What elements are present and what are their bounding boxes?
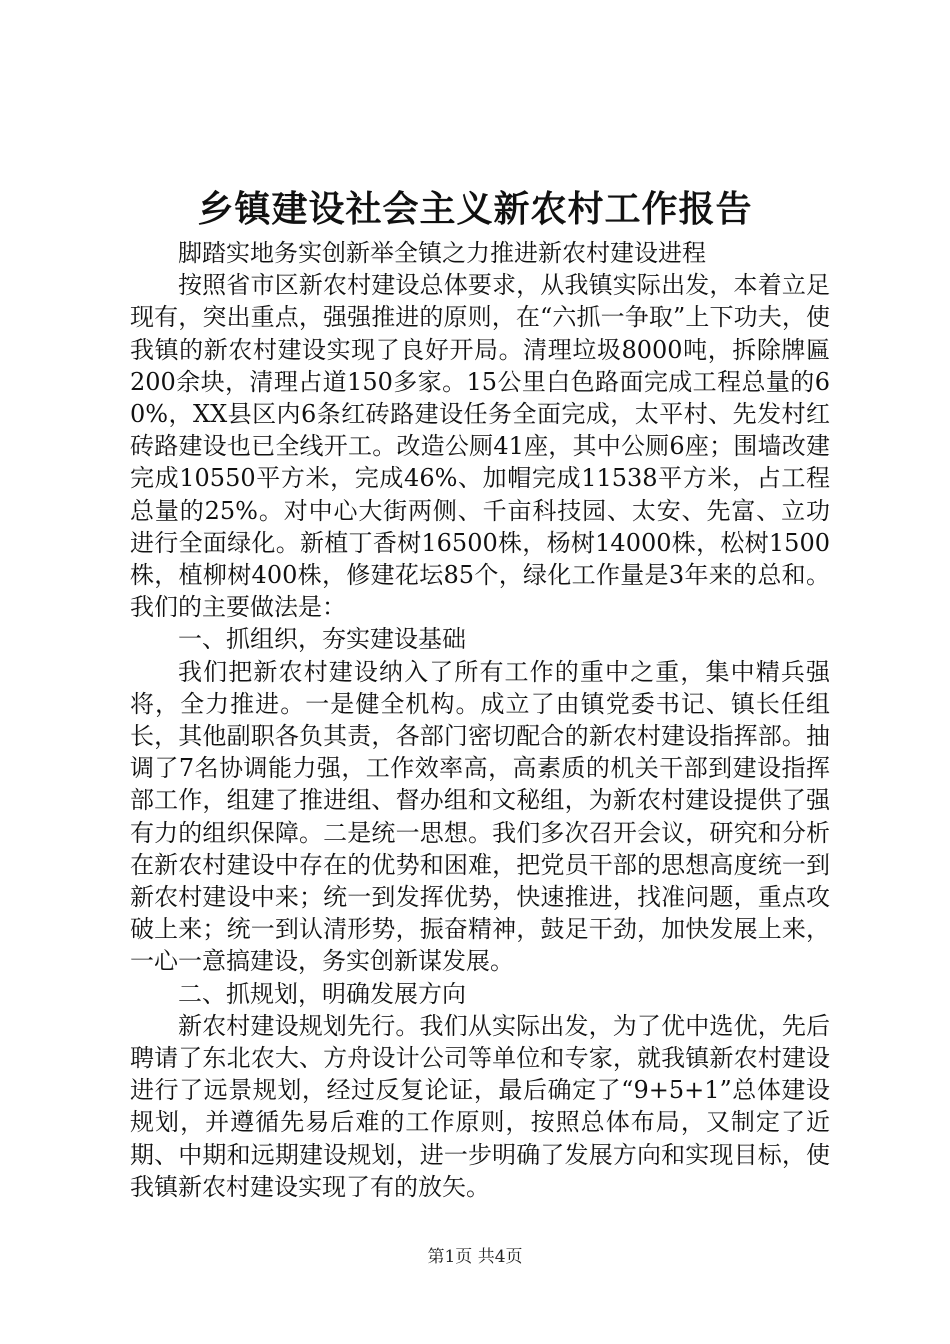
section-heading-planning: 二、抓规划，明确发展方向 — [178, 979, 466, 1008]
paragraph-planning: 新农村建设规划先行。我们从实际出发，为了优中选优，先后聘请了东北农大、方舟设计公司等单位和专家，就我镇新农村建设进行了远景规划，经过反复论证，最后确定了“9+5+1”总体建设规划，并遵循先易后难的工作原则，按照总体布局，又制定了近期、中期和远期建设规划，进一步明确了发展方向和实现目标，使我镇新农村建设实现了有的放矢。 — [130, 1011, 830, 1201]
document-body — [130, 237, 830, 1203]
document-subtitle: 脚踏实地务实创新举全镇之力推进新农村建设进程 — [178, 239, 706, 267]
document-title: 乡镇建设社会主义新农村工作报告 — [197, 188, 753, 230]
section-heading-organization: 一、抓组织，夯实建设基础 — [178, 625, 466, 654]
page-footer: 第1页 共4页 — [427, 1247, 523, 1267]
paragraph-organization: 我们把新农村建设纳入了所有工作的重中之重，集中精兵强将，全力推进。一是健全机构。成立了由镇党委书记、镇长任组长，其他副职各负其责，各部门密切配合的新农村建设指挥部。抽调了7名协调能力强，工作效率高，高素质的机关干部到建设指挥部工作，组建了推进组、督办组和文秘组，为新农村建设提供了强有力的组织保障。二是统一思想。我们多次召开会议，研究和分析在新农村建设中存在的优势和困难，把党员干部的思想高度统一到新农村建设中来；统一到发挥优势，快速推进，找准问题，重点攻破上来；统一到认清形势，振奋精神，鼓足干劲，加快发展上来，一心一意搞建设，务实创新谋发展。 — [130, 657, 830, 976]
paragraph-intro: 按照省市区新农村建设总体要求，从我镇实际出发，本着立足现有，突出重点，强强推进的原则，在“六抓一争取”上下功夫，使我镇的新农村建设实现了良好开局。清理垃圾8000吨，拆除牌匾200余块，清理占道150多家。15公里白色路面完成工程总量的60%，XX县区内6条红砖路建设任务全面完成，太平村、先发村红砖路建设也已全线开工。改造公厕41座，其中公厕6座；围墙改建完成10550平方米，完成46%、加帽完成11538平方米，占工程总量的25%。对中心大街两侧、千亩科技园、太安、先富、立功进行全面绿化。新植丁香树16500株，杨树14000株，松树1500株，植柳树400株，修建花坛85个，绿化工作量是3年来的总和。我们的主要做法是： — [130, 271, 830, 622]
